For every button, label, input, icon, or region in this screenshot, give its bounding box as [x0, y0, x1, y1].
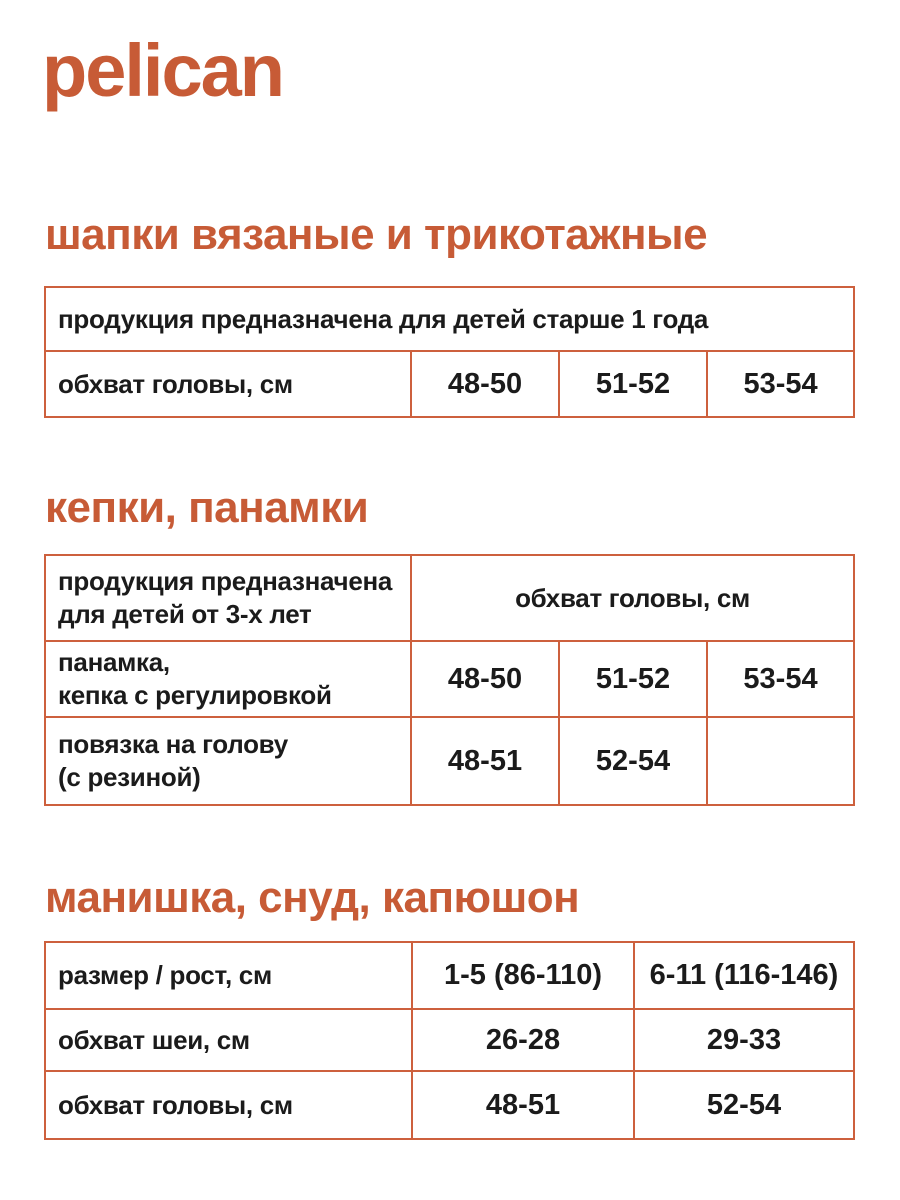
row-label-head-circumference: обхват головы, см: [45, 1071, 412, 1139]
section-title-knitted-hats: шапки вязаные и трикотажные: [45, 210, 708, 259]
row-label-headband: [45, 717, 411, 805]
table-row: [45, 351, 854, 417]
table-row: [45, 555, 854, 641]
table-row: [45, 717, 854, 805]
size-cell: 26-28: [412, 1009, 634, 1071]
size-table-dickey-snood-hood: [44, 941, 855, 1140]
size-cell: 52-54: [634, 1071, 854, 1139]
table-row: [45, 1071, 854, 1139]
age-note-line: продукция предназначена: [58, 566, 393, 596]
size-cell: 51-52: [559, 351, 707, 417]
row-label-line: повязка на голову: [58, 729, 288, 759]
row-label-head-circumference: обхват головы, см: [45, 351, 411, 417]
row-label-neck-circumference: обхват шеи, см: [45, 1009, 412, 1071]
size-table-knitted-hats: [44, 286, 855, 418]
size-cell: 48-51: [411, 717, 559, 805]
size-cell: 48-50: [411, 351, 559, 417]
table-row: [45, 942, 854, 1009]
size-cell: 53-54: [707, 641, 854, 717]
row-label-size-height: размер / рост, см: [45, 942, 412, 1009]
size-cell: 53-54: [707, 351, 854, 417]
size-cell: 52-54: [559, 717, 707, 805]
table-row: [45, 287, 854, 351]
age-note-line: для детей от 3-х лет: [58, 599, 312, 629]
size-cell: 51-52: [559, 641, 707, 717]
row-label-line: (с резиной): [58, 762, 201, 792]
size-cell: 48-50: [411, 641, 559, 717]
table-row: [45, 1009, 854, 1071]
row-label-panama-cap: [45, 641, 411, 717]
age-note-cell: продукция предназначена для детей старше 1 года: [45, 287, 854, 351]
size-cell-empty: [707, 717, 854, 805]
section-title-dickey-snood-hood: манишка, снуд, капюшон: [45, 873, 580, 922]
size-table-caps-panamas: [44, 554, 855, 806]
size-cell: 6-11 (116-146): [634, 942, 854, 1009]
table-row: [45, 641, 854, 717]
column-group-header-head-circumference: обхват головы, см: [411, 555, 854, 641]
age-note-cell: [45, 555, 411, 641]
size-cell: 48-51: [412, 1071, 634, 1139]
size-cell: 1-5 (86-110): [412, 942, 634, 1009]
row-label-line: кепка с регулировкой: [58, 680, 332, 710]
brand-logo: pelican: [42, 29, 283, 112]
row-label-line: панамка,: [58, 647, 170, 677]
size-cell: 29-33: [634, 1009, 854, 1071]
section-title-caps-panamas: кепки, панамки: [45, 483, 369, 532]
